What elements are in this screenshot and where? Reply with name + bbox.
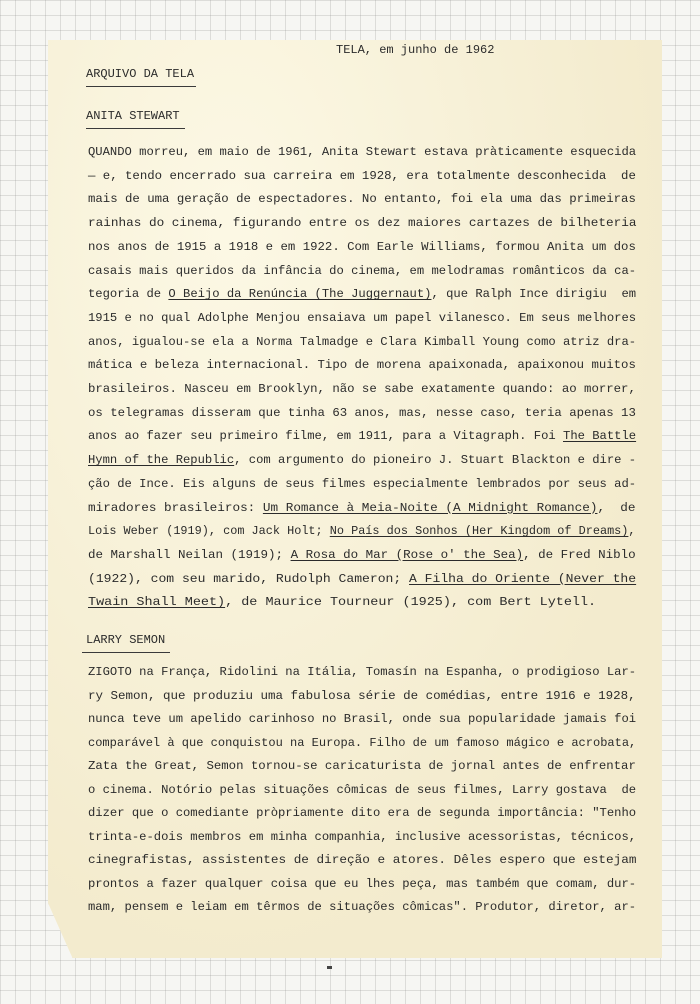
text-line: [88, 286, 636, 302]
film-title: Um Romance à Meia-Noite (A Midnight Romance): [262, 500, 598, 515]
page-mark: [327, 966, 332, 969]
text-segment: cinegrafistas, assistentes de direção e atores. Dêles espero que estejam: [88, 853, 637, 867]
text-line: [88, 782, 636, 798]
text-line: [88, 523, 636, 539]
text-line: [88, 876, 636, 892]
film-title: O Beijo da Renúncia (The Juggernaut): [168, 287, 432, 302]
text-line: [88, 476, 636, 492]
text-segment: mais de uma geração de espectadores. No entanto, foi ela uma das primeiras: [88, 192, 636, 207]
text-segment: ZIGOTO na França, Ridolini na Itália, Tomasín na Espanha, o prodigioso Lar-: [88, 665, 637, 679]
article-heading-underline: [86, 128, 185, 129]
film-title: Twain Shall Meet): [88, 595, 226, 610]
text-line: [88, 168, 636, 184]
text-segment: de Marshall Neilan (1919);: [88, 547, 291, 562]
text-line: [88, 688, 636, 704]
text-line: [88, 758, 636, 774]
text-line: [88, 239, 636, 255]
text-segment: ,: [628, 524, 636, 539]
text-line: [88, 805, 636, 821]
text-segment: rainhas do cinema, figurando entre os dez maiores cartazes de bilheteria: [88, 216, 637, 231]
film-title: The Battle: [563, 429, 637, 444]
text-line: [88, 310, 636, 326]
text-segment: casais mais queridos da infância do cinema, em melodramas românticos da ca-: [88, 263, 637, 278]
text-line: [88, 215, 637, 231]
text-segment: , de Fred Niblo: [523, 547, 636, 562]
text-segment: , que Ralph Ince dirigiu em: [431, 287, 637, 302]
text-line: [88, 711, 636, 727]
text-line: [88, 144, 636, 160]
text-segment: nunca teve um apelido carinhoso no Brasil, onde sua popularidade jamais foi: [88, 712, 637, 726]
section-title-underline: [86, 86, 196, 87]
text-segment: QUANDO morreu, em maio de 1961, Anita Stewart estava pràticamente esquecida: [88, 145, 637, 159]
article-heading-anita-stewart: ANITA STEWART: [86, 109, 180, 123]
text-segment: comparável à que conquistou na Europa. Filho de um famoso mágico e acrobata,: [88, 735, 637, 750]
text-segment: o cinema. Notório pelas situações cômicas de seus filmes, Larry gostava de: [88, 782, 637, 797]
text-line: [88, 547, 636, 563]
text-segment: anos ao fazer seu primeiro filme, em 1911, para a Vitagraph. Foi: [88, 429, 564, 444]
text-line: [88, 899, 636, 915]
text-line: [88, 735, 636, 751]
film-title: No País dos Sonhos (Her Kingdom of Dreams): [329, 524, 629, 539]
text-segment: 1915 e no qual Adolphe Menjou ensaiava um papel vilanesco. Em seus melhores: [88, 310, 637, 325]
article-heading-underline: [82, 652, 170, 653]
film-title: A Rosa do Mar (Rose o' the Sea): [290, 547, 524, 562]
text-segment: trinta-e-dois membros em minha companhia, inclusive acessoristas, técnicos,: [88, 829, 637, 844]
text-segment: dizer que o comediante pròpriamente dito era de segunda importância: "Tenho: [88, 806, 637, 820]
section-title: ARQUIVO DA TELA: [86, 67, 195, 81]
text-line: [88, 357, 636, 373]
text-line: [88, 594, 596, 610]
text-line: [88, 428, 636, 444]
text-segment: ção de Ince. Eis alguns de seus filmes especialmente lembrados por seus ad-: [88, 476, 637, 491]
text-line: [88, 664, 636, 680]
text-line: [88, 571, 636, 587]
text-segment: mática e beleza internacional. Tipo de morena apaixonada, apaixonou muitos: [88, 358, 636, 373]
text-segment: brasileiros. Nasceu em Brooklyn, não se sabe exatamente quando: ao morrer,: [88, 382, 636, 396]
article-heading-larry-semon: LARRY SEMON: [86, 633, 166, 647]
text-line: [88, 405, 636, 421]
text-segment: Lois Weber (1919), com Jack Holt;: [88, 524, 330, 539]
text-line: [88, 452, 636, 468]
film-title: A Filha do Oriente (Never the: [409, 571, 637, 586]
text-segment: , de: [597, 500, 636, 515]
text-line: [88, 829, 636, 845]
text-segment: Zata the Great, Semon tornou-se caricaturista de jornal antes de enfrentar: [88, 759, 636, 773]
text-segment: miradores brasileiros:: [88, 500, 263, 515]
text-segment: , de Maurice Tourneur (1925), com Bert Lytell.: [225, 595, 597, 610]
text-line: [88, 381, 636, 397]
text-segment: ry Semon, que produziu uma fabulosa série de comédias, entre 1916 e 1928,: [88, 688, 636, 703]
text-line: [88, 852, 637, 868]
text-line: [88, 500, 636, 516]
dateline: TELA, em junho de 1962: [336, 43, 495, 57]
text-line: [88, 263, 636, 279]
text-segment: tegoria de: [88, 287, 169, 302]
text-segment: anos, igualou-se ela a Norma Talmadge e Clara Kimball Young como atriz dra-: [88, 334, 637, 349]
text-segment: os telegramas disseram que tinha 63 anos, mas, nesse caso, teria apenas 13: [88, 405, 636, 420]
text-line: [88, 191, 636, 207]
text-segment: (1922), com seu marido, Rudolph Cameron;: [88, 571, 410, 586]
text-segment: nos anos de 1915 a 1918 e em 1922. Com Earle Williams, formou Anita um dos: [88, 239, 636, 254]
text-segment: — e, tendo encerrado sua carreira em 1928, era totalmente desconhecida de: [88, 168, 636, 183]
film-title: Hymn of the Republic: [88, 453, 235, 468]
text-segment: , com argumento do pioneiro J. Stuart Blackton e dire -: [234, 453, 637, 468]
text-line: [88, 334, 636, 350]
text-segment: mam, pensem e leiam em têrmos de situações cômicas". Produtor, diretor, ar-: [88, 900, 637, 914]
text-segment: prontos a fazer qualquer coisa que eu lhes peça, mas também que comam, dur-: [88, 876, 637, 891]
